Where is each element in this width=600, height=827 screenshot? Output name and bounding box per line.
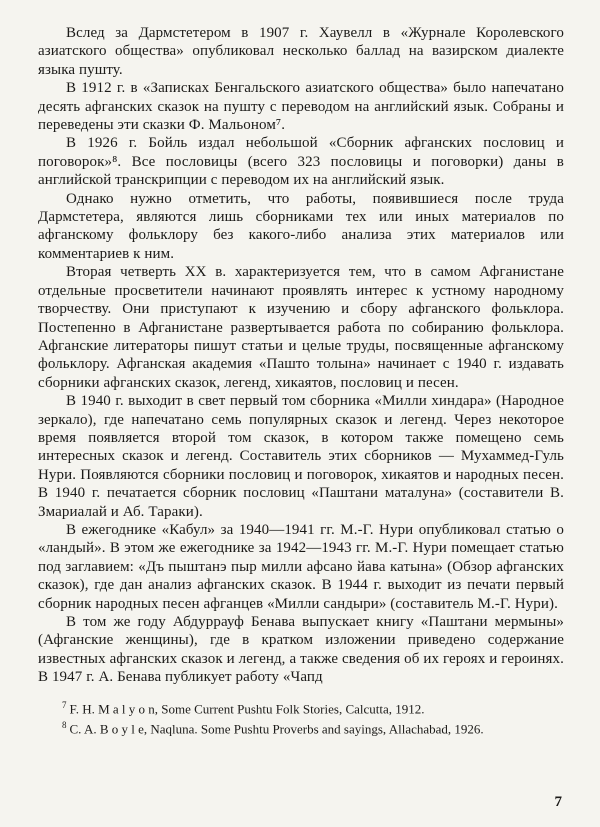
footnote-1 (38, 697, 564, 718)
footnote-text-8: C. A. B o y l e, Naqluna. Some Pushtu Proverbs and sayings, Allachabad, 1926. (69, 721, 484, 737)
paragraph-8: В том же году Абдуррауф Бенава выпускает книгу «Паштани мермыны» (Афганские женщины), где в кратком изложении приведено содержание известных афганских сказок и легенд, а также сведения об их героях и героинях. В 1947 г. А. Бенава публикует работу «Чапд (38, 614, 564, 686)
page-body (38, 24, 564, 687)
paragraph-4: Однако нужно отметить, что работы, появившиеся после труда Дармстетера, являются лишь сборниками тех или иных материалов по афганскому фольклору без какого-либо анализа этих материалов или комментариев к ним. (38, 190, 564, 262)
page-number: 7 (554, 794, 562, 810)
footnote-2 (38, 717, 564, 738)
paragraph-2: В 1912 г. в «Записках Бенгальского азиатского общества» было напечатано десять афганских сказок на пушту с переводом на английский язык. Собраны и переведены эти сказки Ф. Мальоном⁷. (38, 80, 564, 134)
footnotes-section (38, 697, 564, 739)
paragraph-1: Вслед за Дармстетером в 1907 г. Хаувелл в «Журнале Королевского азиатского общества» опубликовал несколько баллад на вазирском диалекте языка пушту. (38, 25, 564, 78)
footnote-marker-7: 7 (62, 699, 67, 710)
paragraph-6: В 1940 г. выходит в свет первый том сборника «Милли хиндара» (Народное зеркало), где напечатано семь популярных сказок и легенд. Через некоторое время появляется второй том сказок, в котором также помещено семь интересных сказок и легенд. Составитель этих сборников — Мухаммед-Гуль Нури. Появляются сборники пословиц и поговорок, хикаятов и народных песен. В 1940 г. печатается сборник пословиц «Паштани маталуна» (составители В. Змариалай и Аб. Тараки). (38, 393, 564, 520)
paragraph-7: В ежегоднике «Кабул» за 1940—1941 гг. М.-Г. Нури опубликовал статью о «ландый». В этом же ежегоднике за 1942—1943 гг. М.-Г. Нури помещает статью под заглавием: «Дъ пыштанэ пыр милли афсано йава катына» (Обзор афганских сказок), где дан анализ афганских сказок. В 1944 г. выходит из печати первый сборник народных песен афганцев «Милли сандыри» (составитель М.-Г. Нури). (38, 521, 564, 612)
paragraph-3: В 1926 г. Бойль издал небольшой «Сборник афганских пословиц и поговорок»⁸. Все пословицы (всего 323 пословицы и поговорки) даны в английской транскрипции с переводом их на английский язык. (38, 135, 564, 189)
paragraph-5: Вторая четверть XX в. характеризуется тем, что в самом Афганистане отдельные просветители начинают проявлять интерес к устному народному творчеству. Они приступают к изучению и сбору афганского фольклора. Постепенно в Афганистане развертывается работа по собиранию фольклора. Афганские литераторы пишут статьи и целые труды, посвященные афганскому фольклору. Афганская академия «Пашто толына» начинает с 1940 г. издавать сборники афганских сказок, легенд, хикаятов, пословиц и песен. (38, 264, 564, 391)
footnote-marker-8: 8 (62, 720, 67, 731)
footnote-text-7: F. H. M a l y o n, Some Current Pushtu Folk Stories, Calcutta, 1912. (69, 700, 425, 716)
